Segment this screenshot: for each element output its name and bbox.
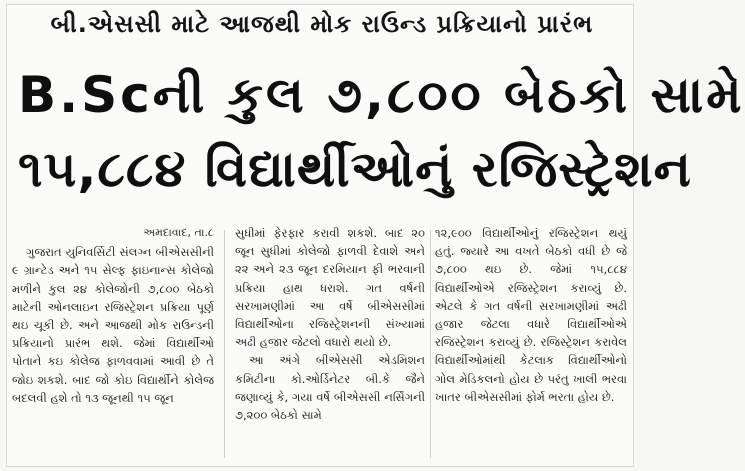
main-headline-line-1: B.Scની કુલ ૭,૮૦૦ બેઠકો સામે — [18, 66, 745, 124]
main-headline-line-2: ૧૫,૮૮૪ વિદ્યાર્થીઓનું રજિસ્ટ્રેશન — [18, 140, 692, 198]
kicker-headline: બી.એસસી માટે આજથી મોક રાઉન્ડ પ્રક્રિયાનો પ્રારંભ — [50, 10, 594, 38]
column-divider — [224, 230, 225, 458]
article-column-1 — [12, 224, 214, 464]
article-body — [0, 224, 640, 471]
column-1-text: ગુજરાત યુનિવર્સિટી સંલગ્ન બીએસસીની ૯ ગ્રાન્ટેડ અને ૧૫ સેલ્ફ ફાઇનાન્સ કોલેજો મળીને કુલ ૨૪ કોલેજોની ૭,૮૦૦ બેઠકો માટેની ઓનલાઇન રજિસ્ટ્રેશન પ્રક્રિયા પૂર્ણ થઇ ચૂકી છે. અને આજથી મોક રાઉન્ડની પ્રક્રિયાનો પ્રારંભ થશે. જેમાં વિદ્યાર્થીઓ પોતાને કઇ કોલેજ ફાળવવામાં આવી છે તે જોઇ શકશે. બાદ જો કોઇ વિદ્યાર્થીને કોલેજ બદલવી હશે તો ૧૩ જૂનથી ૧૫ જૂન — [12, 245, 214, 405]
dateline: અમદાવાદ, તા.૮ — [143, 226, 214, 239]
column-2-text: સુધીમાં ફેરફાર કરાવી શકશે. બાદ ૨૦ જૂન સુધીમાં કોલેજો ફાળવી દેવાશે અને ૨૨ અને ૨૩ જૂન દરમિયાન ફી ભરવાની પ્રક્રિયા હાથ ધરાશે. ગત વર્ષની સરખામણીમાં આ વર્ષે બીએસસીમાં વિદ્યાર્થીઓના રજિસ્ટ્રેશનની સંખ્યામાં અઢી હજાર જેટલો વધારો થયો છે. — [235, 226, 425, 350]
column-2-text-b: આ અંગે બીએસસી એડમિશન કમિટીના કો.ઓર્ડિનેટર બી.કે જૈને જણાવ્યું કે, ગયા વર્ષે બીએસસી નર્સિંગની ૭,૨૦૦ બેઠકો સામે — [235, 353, 425, 423]
article-column-3 — [435, 224, 627, 464]
article-column-2 — [235, 224, 425, 464]
column-3-text: ૧૨,૯૦૦ વિદ્યાર્થીઓનું રજિસ્ટ્રેશન થયું હતું. જ્યારે આ વખતે બેઠકો વધી છે જે ૭,૮૦૦ થઇ છે. જેમાં ૧૫,૮૮૪ વિદ્યાર્થીઓએ રજિસ્ટ્રેશન કરાવ્યું છે. એટલે કે ગત વર્ષની સરખામણીમાં અઢી હજાર જેટલા વધારે વિદ્યાર્થીઓએ રજિસ્ટ્રેશન કરાવ્યું છે. રજિસ્ટ્રેશન કરાવેલ વિદ્યાર્થીઓમાંથી કેટલાક વિદ્યાર્થીઓનો ગોલ મેડિકલનો હોય છે પરંતુ ખાલી ભરવા ખાતર બીએસસીમાં ફોર્મ ભરતા હોય છે. — [435, 226, 627, 404]
column-divider — [430, 230, 431, 458]
